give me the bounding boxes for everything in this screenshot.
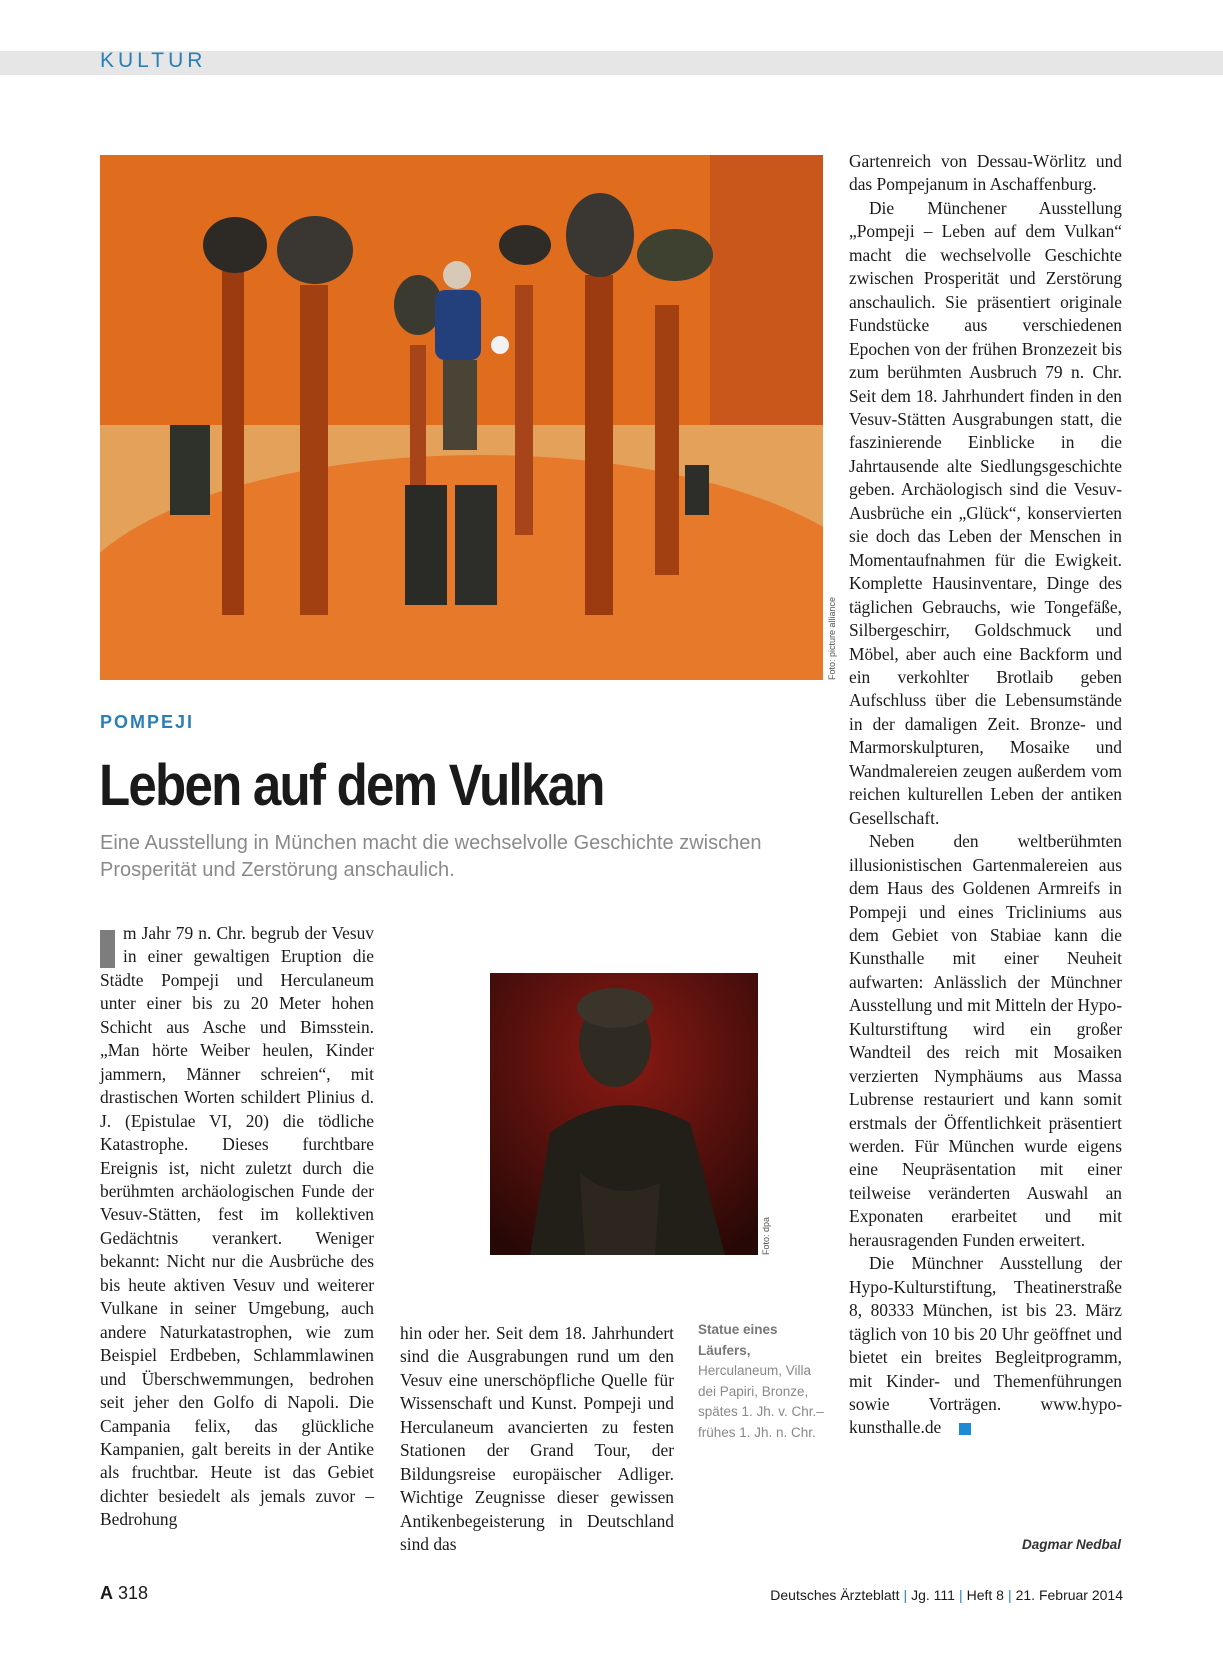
photo-credit-main: Foto: picture alliance xyxy=(827,596,837,680)
column-3-paragraph-4 xyxy=(849,1252,1122,1440)
article-kicker: POMPEJI xyxy=(100,712,195,732)
column-1-text: m Jahr 79 n. Chr. begrub der Vesuv in einer gewaltigen Eruption die Städte Pompeji und Herculaneum unter einer bis zu 20 Meter hohen Schicht aus Asche und Bimsstein. „Man hörte Weiber heulen, Kinder jammern, Männer schreien“, mit drastischen Worten schildert Plinius d. J. (Epistulae VI, 20) die tödliche Katastrophe. Dieses furchtbare Ereignis ist, nicht zuletzt durch die berühmten archäologischen Funde der Vesuv-Stätten, fest im kollektiven Gedächtnis verankert. Weniger bekannt: Nicht nur die Ausbrüche des bis heute aktiven Vesuv und weiterer Vulkane in seiner Umgebung, auch andere Naturkatastrophen, wie zum Beispiel Erdbeben, Schlammlawinen und Überschwemmungen, bedrohen seit jeher den Golfo di Napoli. Die Campania felix, das glückliche Kampanien, galt bereits in der Antike als fruchtbar. Heute ist das Gebiet dichter besiedelt als jemals zuvor – Bedrohung xyxy=(100,923,374,1530)
separator-icon: | xyxy=(958,1587,963,1603)
article-column-1 xyxy=(100,922,374,1562)
page-number xyxy=(100,1583,148,1604)
author-byline: Dagmar Nedbal xyxy=(1021,1537,1121,1552)
article-headline: Leben auf dem Vulkan xyxy=(99,753,604,818)
article-column-3 xyxy=(849,150,1122,1440)
caption-text: Herculaneum, Villa dei Papiri, Bronze, spätes 1. Jh. v. Chr.–frühes 1. Jh. n. Chr. xyxy=(698,1363,824,1440)
journal-volume: Jg. 111 xyxy=(911,1587,955,1603)
column-3-paragraph-1: Gartenreich von Dessau-Wörlitz und das Pompejanum in Aschaffenburg. xyxy=(849,151,1122,195)
journal-date: 21. Februar 2014 xyxy=(1015,1587,1123,1603)
page-prefix: A xyxy=(100,1583,113,1603)
footer-journal-info xyxy=(770,1587,1123,1603)
article-subline: Eine Ausstellung in München macht die wechselvolle Geschichte zwischen Prosperität und Zerstörung anschaulich. xyxy=(100,832,762,881)
photo-caption xyxy=(698,1320,826,1443)
runner-statue-photo xyxy=(490,973,758,1255)
photo-credit-statue: Foto: dpa xyxy=(761,1216,771,1255)
column-3-paragraph-3: Neben den weltberühmten illusionistischen Gartenmalereien aus dem Haus des Goldenen Armreifs in Pompeji und eines Tricliniums aus dem Gebiet von Stabiae kann die Kunsthalle mit einer Neuheit aufwarten: Anlässlich der Münchner Ausstellung und mit Mitteln der Hypo-Kulturstiftung wird ein großer Wandteil des reich mit Mosaiken verzierten Nymphäums aus Massa Lubrense restauriert und kann somit erstmals der Öffentlichkeit präsentiert werden. Für München wurde eigens eine Neupräsentation mit einer teilweise veränderten Auswahl an Exponaten erarbeitet und mit herausragenden Funden erweitert. xyxy=(849,831,1122,1250)
end-mark-icon xyxy=(959,1423,971,1435)
caption-title: Statue eines Läufers, xyxy=(698,1322,778,1358)
journal-name: Deutsches Ärzteblatt xyxy=(770,1587,900,1603)
column-3-paragraph-2: Die Münchener Ausstellung „Pompeji – Leben auf dem Vulkan“ macht die wechselvolle Geschichte zwischen Prosperität und Zerstörung anschaulich. Sie präsentiert originale Fundstücke aus verschiedenen Epochen von der frühen Bronzezeit bis zum berühmten Ausbruch 79 n. Chr. Seit dem 18. Jahrhundert finden in den Vesuv-Stätten Ausgrabungen statt, die faszinierende Einblicke in die Jahrtausende alte Siedlungsgeschichte geben. Archäologisch sind die Vesuv-Ausbrüche ein „Glück“, konservierten sie doch das Leben der Menschen in Momentaufnahmen für die Ewigkeit. Komplette Hausinventare, Dinge des täglichen Gebrauchs, wie Tongefäße, Silbergeschirr, Goldschmuck und Möbel, aber auch eine Backform und ein verkohlter Brotlaib geben Aufschluss über die Lebensumstände in der damaligen Zeit. Bronze- und Marmorskulpturen, Mosaike und Wandmalereien zeugen außerdem vom reichen kulturellen Leben der antiken Gesellschaft. xyxy=(849,197,1122,828)
separator-icon: | xyxy=(1007,1587,1012,1603)
gladiator-helmets-photo xyxy=(100,155,823,680)
journal-issue: Heft 8 xyxy=(966,1587,1004,1603)
separator-icon: | xyxy=(903,1587,908,1603)
column-3-paragraph-4-text: Die Münchner Ausstellung der Hypo-Kulturstiftung, Theatinerstraße 8, 80333 München, ist bis 23. März täglich von 10 bis 20 Uhr geöffnet und bietet ein breites Begleitprogramm, mit Kinder- und Themenführungen sowie Vorträgen. www.hypo-kunsthalle.de xyxy=(849,1253,1122,1438)
page-number-value: 318 xyxy=(118,1583,149,1603)
article-column-2 xyxy=(400,1322,674,1557)
column-2-text: hin oder her. Seit dem 18. Jahrhundert sind die Ausgrabungen rund um den Vesuv eine unerschöpfliche Quelle für Wissenschaft und Kunst. Pompeji und Herculaneum avancierten zu festen Stationen der Grand Tour, der Bildungsreise europäischer Adliger. Wichtige Zeugnisse dieser gewissen Antikenbegeisterung in Deutschland sind das xyxy=(400,1323,674,1555)
dropcap xyxy=(100,930,115,968)
section-label: KULTUR xyxy=(100,49,207,72)
